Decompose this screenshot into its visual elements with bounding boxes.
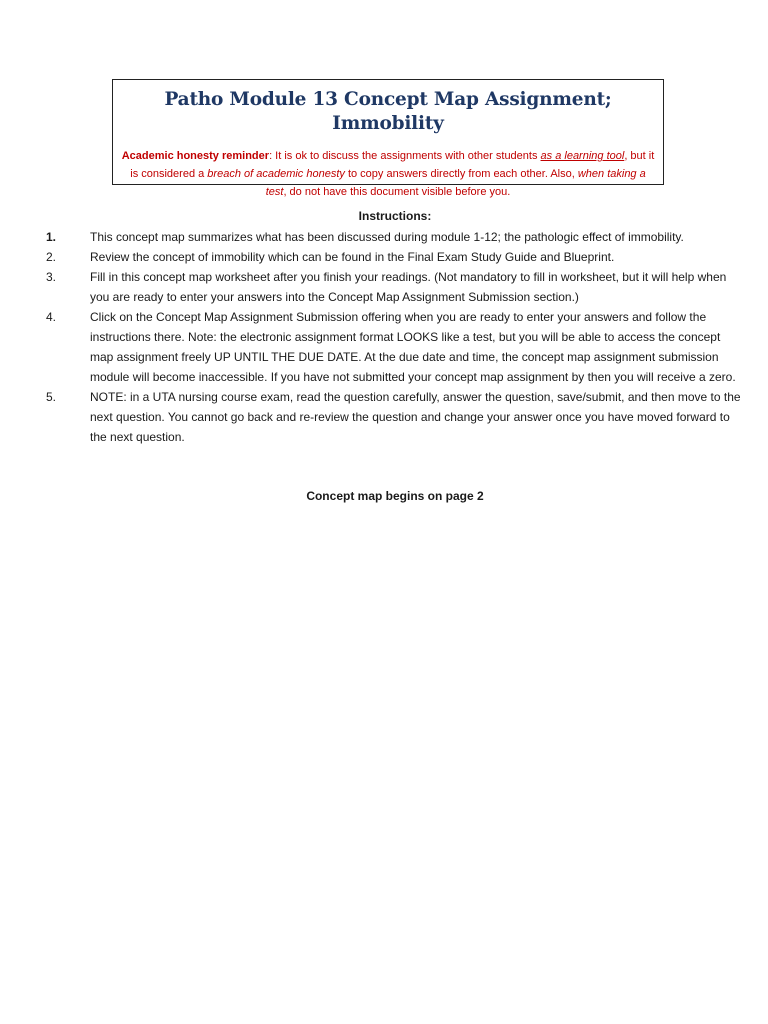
instruction-number: 4. xyxy=(46,310,57,324)
instruction-text: Click on the Concept Map Assignment Submission offering when you are ready to enter your answers and follow the instructions there. Note: the electronic assignment format LOOKS like a test, but you will be able to access the concept map assignment freely UP UNTIL THE DUE DATE. At the due date and time, the concept map assignment submission module will become inaccessible. If you have not submitted your concept map assignment by then you will receive a zero. xyxy=(90,310,736,384)
instruction-item xyxy=(46,267,746,307)
honesty-learning-tool: as a learning tool xyxy=(540,150,625,162)
instruction-text: Review the concept of immobility which can be found in the Final Exam Study Guide and Blueprint. xyxy=(90,250,615,264)
instruction-number: 3. xyxy=(46,270,57,284)
header-box xyxy=(112,79,664,198)
honesty-breach: breach of academic honesty xyxy=(207,168,345,180)
academic-honesty-reminder xyxy=(121,147,655,201)
instruction-item xyxy=(46,227,746,247)
instruction-item xyxy=(46,307,746,387)
honesty-text-4: , do not have this document visible before you. xyxy=(283,186,511,198)
honesty-text-3: to copy answers directly from each other. Also, xyxy=(344,168,578,180)
instruction-item xyxy=(46,247,746,267)
instructions-list xyxy=(46,227,746,447)
honesty-when-test: when taking a test xyxy=(265,168,646,198)
instruction-number: 1. xyxy=(46,230,57,244)
instruction-number: 5. xyxy=(46,390,57,404)
instruction-item xyxy=(46,387,746,447)
honesty-text-1: : It is ok to discuss the assignments with other students xyxy=(269,150,541,162)
instruction-text: This concept map summarizes what has been discussed during module 1-12; the pathologic effect of immobility. xyxy=(90,230,684,244)
honesty-text-2: , but it is considered a xyxy=(130,150,655,180)
instruction-number: 2. xyxy=(46,250,57,264)
honesty-label: Academic honesty reminder xyxy=(121,150,270,162)
concept-map-page-note: Concept map begins on page 2 xyxy=(306,489,484,503)
instructions-heading: Instructions: xyxy=(358,209,432,223)
instruction-text: Fill in this concept map worksheet after you finish your readings. (Not mandatory to fill in worksheet, but it will help when you are ready to enter your answers into the Concept Map Assignment Submission section.) xyxy=(90,270,727,304)
instruction-text: NOTE: in a UTA nursing course exam, read the question carefully, answer the question, save/submit, and then move to the next question. You cannot go back and re-review the question and change your answer once you have moved forward to the next question. xyxy=(90,390,741,444)
document-title: Patho Module 13 Concept Map Assignment; Immobility xyxy=(164,89,612,134)
